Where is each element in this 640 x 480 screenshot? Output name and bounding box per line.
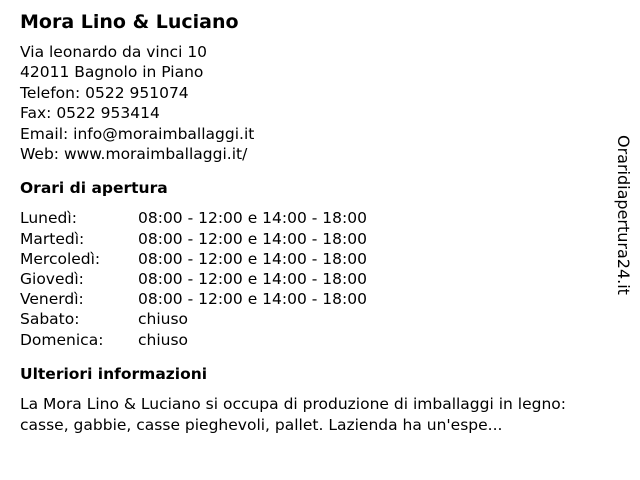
hours-day-label: Sabato: <box>20 310 80 329</box>
hours-row-monday <box>20 208 610 228</box>
address-street: Via leonardo da vinci 10 <box>20 43 208 61</box>
hours-value: 08:00 - 12:00 e 14:00 - 18:00 <box>138 270 367 289</box>
side-brand-watermark <box>610 135 636 310</box>
side-brand-text: Oraridiapertura24.it <box>614 135 633 295</box>
hours-value: 08:00 - 12:00 e 14:00 - 18:00 <box>138 249 367 268</box>
more-info-text: La Mora Lino & Luciano si occupa di produzione di imballaggi in legno: casse, gabbie, casse pieghevoli, pallet. Lazienda ha un'espe... <box>20 394 566 434</box>
email-line: Email: info@moraimballaggi.it <box>20 124 255 143</box>
web-line: Web: www.moraimballaggi.it/ <box>20 145 248 164</box>
more-info-title: Ulteriori informazioni <box>20 364 208 383</box>
business-name: Mora Lino & Luciano <box>20 11 239 33</box>
hours-day-label: Giovedì: <box>20 270 84 289</box>
hours-day-label: Mercoledì: <box>20 249 101 268</box>
hours-value: 08:00 - 12:00 e 14:00 - 18:00 <box>138 209 367 228</box>
hours-row-saturday <box>20 309 610 329</box>
hours-value: chiuso <box>138 330 189 349</box>
hours-row-wednesday <box>20 249 610 269</box>
business-card <box>20 10 610 436</box>
hours-day-label: Venerdì: <box>20 290 84 309</box>
phone-line: Telefon: 0522 951074 <box>20 83 189 102</box>
hours-day-label: Domenica: <box>20 330 104 349</box>
hours-day-label: Lunedì: <box>20 209 77 228</box>
hours-row-tuesday <box>20 229 610 249</box>
hours-value: 08:00 - 12:00 e 14:00 - 18:00 <box>138 290 367 309</box>
hours-row-sunday <box>20 330 610 350</box>
opening-hours-title: Orari di apertura <box>20 179 168 198</box>
address-city: 42011 Bagnolo in Piano <box>20 63 204 82</box>
hours-day-label: Martedì: <box>20 229 85 248</box>
hours-value: 08:00 - 12:00 e 14:00 - 18:00 <box>138 229 367 248</box>
hours-row-friday <box>20 289 610 309</box>
hours-value: chiuso <box>138 310 189 329</box>
fax-line: Fax: 0522 953414 <box>20 104 160 123</box>
hours-row-thursday <box>20 269 610 289</box>
